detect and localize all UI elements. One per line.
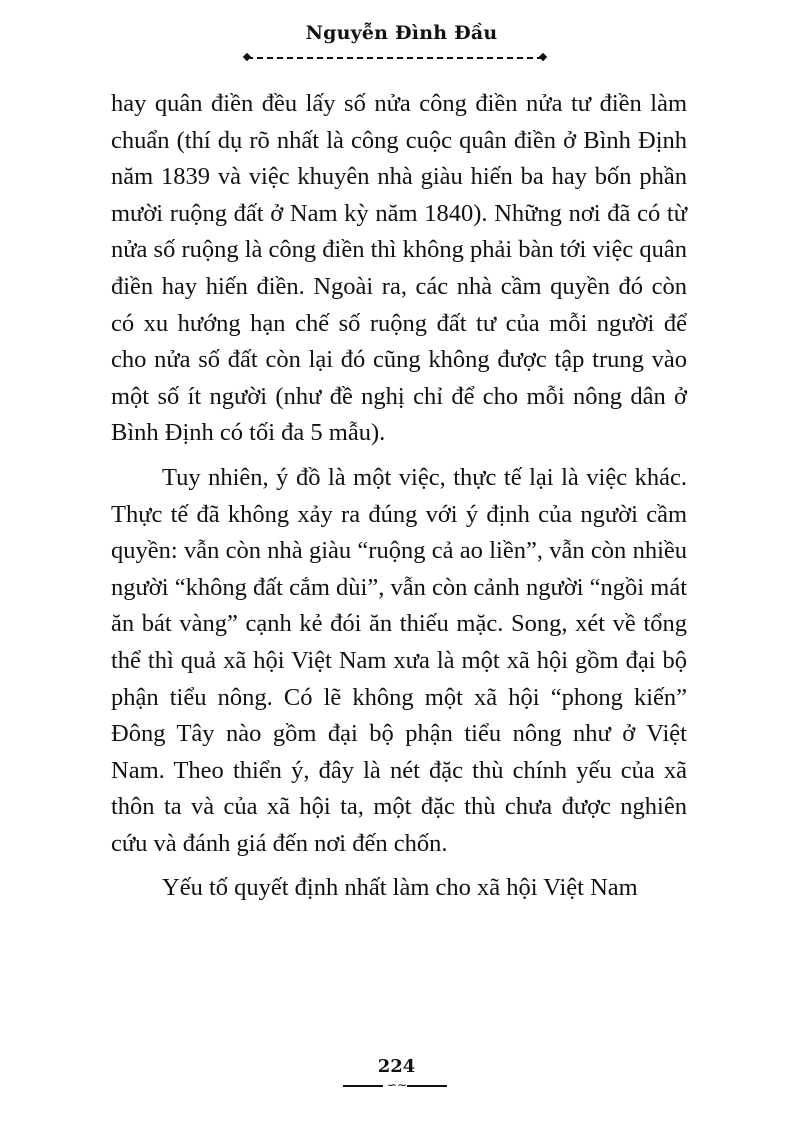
ornament-knot-icon: ∽∼ (387, 1078, 408, 1092)
author-name-header: Nguyễn Đình Đầu (305, 22, 498, 44)
ornament-line-left (343, 1085, 383, 1087)
running-header (0, 22, 793, 44)
page-footer (0, 1056, 793, 1077)
footer-ornament (343, 1078, 447, 1092)
paragraph-1: hay quân điền đều lấy số nửa công điền nửa tư điền làm chuẩn (thí dụ rõ nhất là công cuộc quân điền ở Bình Định năm 1839 và việc khuyên nhà giàu hiến ba hay bốn phần mười ruộng đất ở Nam kỳ năm 1840). Những nơi đã có từ nửa số ruộng là công điền thì không phải bàn tới việc quân điền hay hiến điền. Ngoài ra, các nhà cầm quyền đó còn có xu hướng hạn chế số ruộng đất tư của mỗi người để cho nửa số đất còn lại đó cũng không được tập trung vào một số ít người (như đề nghị chỉ để cho mỗi nông dân ở Bình Định có tối đa 5 mẫu). (111, 90, 688, 447)
ornament-line-right (407, 1085, 447, 1087)
header-divider (247, 57, 543, 59)
paragraph-2: Tuy nhiên, ý đồ là một việc, thực tế lại là việc khác. Thực tế đã không xảy ra đúng với ý định của người cầm quyền: vẫn còn nhà giàu “ruộng cả ao liền”, vẫn còn nhiều người “không đất cắm dùi”, vẫn còn cảnh người “ngồi mát ăn bát vàng” cạnh kẻ đói ăn thiếu mặc. Song, xét về tổng thể thì quả xã hội Việt Nam xưa là một xã hội gồm đại bộ phận tiểu nông. Có lẽ không một xã hội “phong kiến” Đông Tây nào gồm đại bộ phận tiểu nông như ở Việt Nam. Theo thiển ý, đây là nét đặc thù chính yếu của xã thôn ta và của xã hội ta, một đặc thù chưa được nghiên cứu và đánh giá đến nơi đến chốn. (111, 463, 687, 857)
page-number: 224 (377, 1056, 416, 1077)
page-body (111, 86, 687, 907)
paragraph-3: Yếu tố quyết định nhất làm cho xã hội Việt Nam (162, 874, 638, 902)
